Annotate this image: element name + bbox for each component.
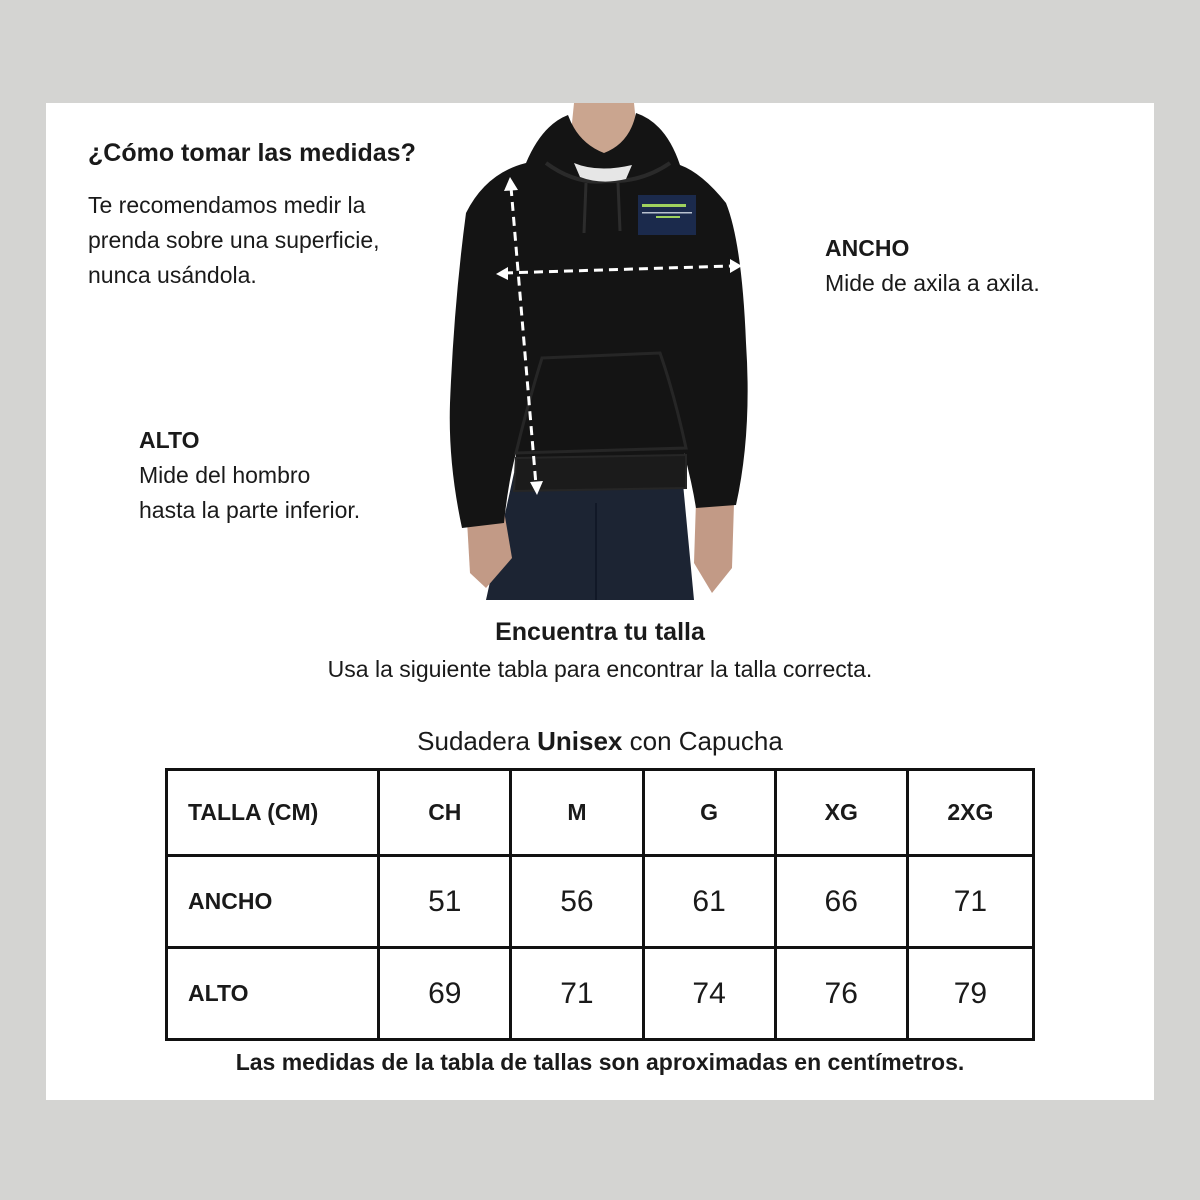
find-size-subtitle: Usa la siguiente tabla para encontrar la talla correcta. [327,656,873,682]
ancho-description: Mide de axila a axila. [825,270,1040,296]
howto-line: nunca usándola. [88,262,257,288]
table-cell: 51 [379,856,511,948]
table-header-cell: CH [379,770,511,856]
alto-description-line: Mide del hombro [139,462,311,488]
caption-prefix: Sudadera [417,726,538,756]
table-cell: 69 [379,948,511,1040]
ancho-annotation [825,231,1040,301]
caption-suffix: con Capucha [622,726,783,756]
model-right-hand [694,501,734,593]
table-cell: 66 [775,856,907,948]
chest-logo-patch [638,195,696,235]
howto-line: Te recomendamos medir la [88,192,366,218]
table-header-cell: XG [775,770,907,856]
table-cell: 76 [775,948,907,1040]
howto-text [88,188,448,293]
table-cell: 71 [511,948,643,1040]
table-caption [46,726,1154,757]
jeans [486,473,694,600]
measurement-note: Las medidas de la tabla de tallas son aproximadas en centímetros. [235,1049,965,1075]
table-cell: 61 [643,856,775,948]
howto-title: ¿Cómo tomar las medidas? [88,139,416,167]
ancho-label: ANCHO [825,235,910,261]
table-header-cell: M [511,770,643,856]
hoodie-model-illustration [446,103,756,600]
table-cell: 79 [907,948,1033,1040]
table-header-cell: TALLA (CM) [167,770,379,856]
table-row [167,856,1034,948]
table-cell: 71 [907,856,1033,948]
table-row [167,948,1034,1040]
alto-annotation [139,423,360,528]
howto-line: prenda sobre una superficie, [88,227,380,253]
table-header-cell: 2XG [907,770,1033,856]
row-label: ALTO [167,948,379,1040]
size-guide-card [46,103,1154,1100]
row-label: ANCHO [167,856,379,948]
caption-bold: Unisex [537,726,623,756]
find-size-title: Encuentra tu talla [495,618,705,646]
table-header-cell: G [643,770,775,856]
table-cell: 74 [643,948,775,1040]
table-cell: 56 [511,856,643,948]
size-table [165,768,1035,1041]
table-header-row [167,770,1034,856]
alto-description-line: hasta la parte inferior. [139,497,361,523]
alto-label: ALTO [139,427,200,453]
